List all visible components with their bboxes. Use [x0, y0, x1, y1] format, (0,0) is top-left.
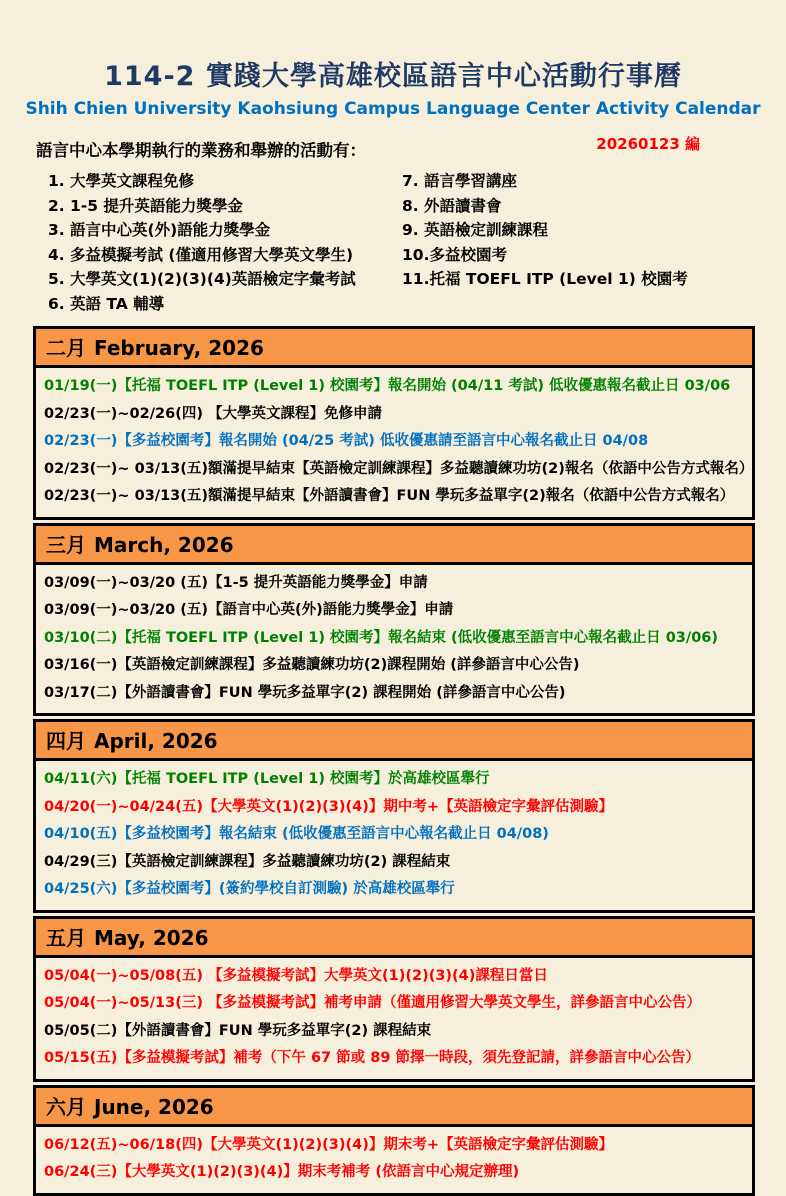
month-header: [33, 326, 755, 368]
activity-number: 11.: [402, 270, 430, 288]
event-row: 06/12(五)~06/18(四)【大學英文(1)(2)(3)(4)】期末考+【英語檢定字彙評估測驗】: [44, 1136, 613, 1153]
event-row: 04/10(五)【多益校園考】報名結束 (低收優惠至語言中心報名截止日 04/08): [44, 826, 549, 842]
month-body: [33, 958, 755, 1082]
activity-number: 5.: [48, 270, 65, 288]
activity-number: 3.: [48, 221, 65, 239]
activity-label: 語言學習講座: [424, 172, 518, 190]
activity-number: 2.: [48, 196, 65, 215]
month-name-zh: 四月: [46, 729, 86, 753]
edition-label: 20260123 編: [596, 135, 700, 153]
month-body: [33, 565, 755, 717]
month-name-zh: 六月: [46, 1094, 86, 1119]
activity-item: [48, 267, 402, 292]
activity-label: 外語讀書會: [424, 196, 502, 215]
month-header: [33, 1085, 755, 1127]
month-section: [33, 916, 755, 1082]
activity-item: [48, 169, 402, 194]
activity-number: 8.: [402, 196, 419, 215]
month-name-zh: 二月: [46, 336, 86, 360]
page-title: 114-2 實踐大學高雄校區語言中心活動行事曆: [104, 61, 682, 92]
activity-number: 9.: [402, 221, 419, 239]
month-section: [33, 719, 755, 913]
intro-row: [36, 137, 750, 161]
event-row: 05/04(一)~05/13(三) 【多益模擬考試】補考申請（僅適用修習大學英文學生，詳參語言中心公告）: [44, 995, 702, 1011]
activity-label: 英語檢定訓練課程: [424, 221, 549, 239]
event-row: 01/19(一)【托福 TOEFL ITP (Level 1) 校園考】報名開始 (04/11 考試) 低收優惠報名截止日 03/06: [44, 378, 731, 394]
page-subtitle: Shih Chien University Kaohsiung Campus Language Center Activity Calendar: [25, 99, 761, 119]
month-header: [33, 523, 755, 565]
month-name-zh: 三月: [46, 532, 86, 557]
month-name-en: February, 2026: [94, 336, 264, 360]
activity-item: [402, 218, 756, 243]
event-row: 05/04(一)~05/08(五) 【多益模擬考試】大學英文(1)(2)(3)(4)課程日當日: [44, 967, 548, 984]
month-body: [33, 1127, 755, 1196]
activity-number: 10.: [402, 245, 430, 264]
event-row: 05/15(五)【多益模擬考試】補考（下午 67 節或 89 節擇一時段，須先登記請，詳參語言中心公告）: [44, 1050, 700, 1066]
activity-item: [48, 194, 402, 219]
activity-number: 6.: [48, 294, 65, 313]
event-row: 04/11(六)【托福 TOEFL ITP (Level 1) 校園考】於高雄校區舉行: [44, 771, 490, 787]
activity-label: 1-5 提升英語能力獎學金: [70, 196, 243, 215]
event-row: 02/23(一)~ 03/13(五)額滿提早結束【英語檢定訓練課程】多益聽讀練功坊(2)報名（依語中公告方式報名）: [44, 460, 754, 477]
event-row: 03/09(一)~03/20 (五)【1-5 提升英語能力獎學金】申請: [44, 574, 428, 591]
activity-item: [48, 218, 402, 243]
month-section: [33, 326, 755, 520]
month-header: [33, 916, 755, 958]
event-row: 04/20(一)~04/24(五)【大學英文(1)(2)(3)(4)】期中考+【英語檢定字彙評估測驗】: [44, 798, 613, 815]
activity-label: 多益模擬考試 (僅適用修習大學英文學生): [70, 245, 354, 264]
event-row: 03/09(一)~03/20 (五)【語言中心英(外)語能力獎學金】申請: [44, 602, 454, 618]
event-row: 03/17(二)【外語讀書會】FUN 學玩多益單字(2) 課程開始 (詳參語言中心公告): [44, 684, 566, 701]
month-name-en: April, 2026: [94, 729, 218, 753]
activity-item: [48, 292, 402, 317]
activity-number: 7.: [402, 172, 419, 190]
activity-label: 大學英文課程免修: [70, 172, 195, 190]
month-section: [33, 523, 755, 717]
activity-label: 英語 TA 輔導: [70, 294, 165, 313]
event-row: 03/10(二)【托福 TOEFL ITP (Level 1) 校園考】報名結束 (低收優惠至語言中心報名截止日 03/06): [44, 629, 718, 646]
intro-text: 語言中心本學期執行的業務和舉辦的活動有：: [36, 141, 366, 160]
month-name-en: May, 2026: [94, 925, 209, 950]
activity-label: 大學英文(1)(2)(3)(4)英語檢定字彙考試: [70, 270, 356, 288]
activity-label: 托福 TOEFL ITP (Level 1) 校園考: [429, 270, 688, 288]
month-header: [33, 719, 755, 761]
event-row: 02/23(一)【多益校園考】報名開始 (04/25 考試) 低收優惠請至語言中心報名截止日 04/08: [44, 433, 649, 449]
activity-item: [402, 169, 756, 194]
event-row: 03/16(一)【英語檢定訓練課程】多益聽讀練功坊(2)課程開始 (詳參語言中心公告): [44, 657, 580, 673]
month-section: [33, 1085, 755, 1196]
activity-item: [402, 194, 756, 219]
activity-label: 語言中心英(外)語能力獎學金: [70, 221, 271, 239]
activities-list: [48, 169, 756, 316]
month-name-en: March, 2026: [94, 532, 234, 557]
calendar-page: [0, 54, 786, 1180]
activity-item: [402, 267, 756, 292]
month-sections: [33, 326, 755, 1196]
event-row: 06/24(三)【大學英文(1)(2)(3)(4)】期末考補考 (依語言中心規定辦理): [44, 1164, 520, 1180]
event-row: 02/23(一)~02/26(四) 【大學英文課程】免修申請: [44, 405, 383, 422]
activities-column-right: [402, 169, 756, 316]
activity-item: [402, 243, 756, 268]
activity-label: 多益校園考: [429, 245, 507, 264]
month-name-en: June, 2026: [94, 1094, 214, 1119]
activity-item: [48, 243, 402, 268]
activities-column-left: [48, 169, 402, 316]
activity-number: 1.: [48, 172, 65, 190]
month-body: [33, 368, 755, 520]
event-row: 05/05(二)【外語讀書會】FUN 學玩多益單字(2) 課程結束: [44, 1022, 432, 1039]
event-row: 04/29(三)【英語檢定訓練課程】多益聽讀練功坊(2) 課程結束: [44, 853, 451, 870]
activity-number: 4.: [48, 245, 65, 264]
month-body: [33, 761, 755, 913]
event-row: 04/25(六)【多益校園考】(簽約學校自訂測驗) 於高雄校區舉行: [44, 881, 455, 897]
event-row: 02/23(一)~ 03/13(五)額滿提早結束【外語讀書會】FUN 學玩多益單字(2)報名（依語中公告方式報名）: [44, 488, 735, 504]
month-name-zh: 五月: [46, 925, 86, 950]
